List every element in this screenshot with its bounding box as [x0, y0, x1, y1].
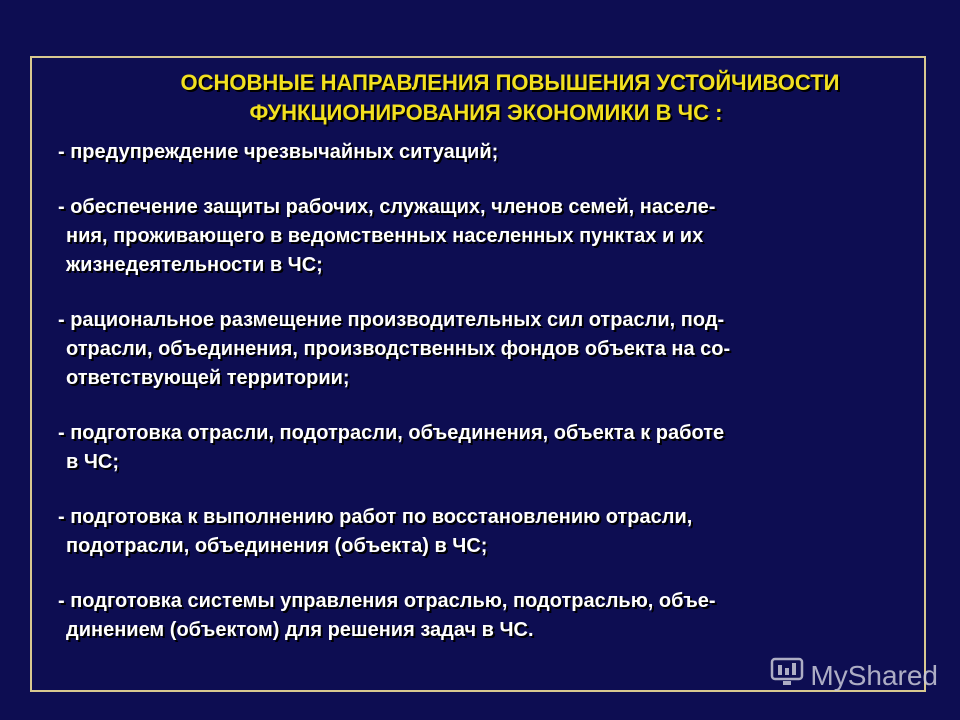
list-item-line: ответствующей территории;: [66, 367, 350, 389]
title-line-1: ОСНОВНЫЕ НАПРАВЛЕНИЯ ПОВЫШЕНИЯ УСТОЙЧИВОСТИ: [180, 70, 840, 95]
title-line-2: ФУНКЦИОНИРОВАНИЯ ЭКОНОМИКИ В ЧС :: [249, 100, 723, 125]
list-item-line: - предупреждение чрезвычайных ситуаций;: [58, 141, 499, 163]
list-item: [58, 193, 918, 280]
list-item-line: жизнедеятельности в ЧС;: [66, 254, 323, 276]
myshared-logo-icon: [770, 657, 810, 694]
list-item-line: - подготовка отрасли, подотрасли, объединения, объекта к работе: [58, 422, 725, 444]
list-item: [58, 138, 918, 167]
list-item-line: ния, проживающего в ведомственных населенных пунктах и их: [66, 225, 704, 247]
list-item-line: - обеспечение защиты рабочих, служащих, членов семей, населе-: [58, 196, 716, 218]
watermark-text: MyShared: [810, 659, 938, 691]
slide-title: [0, 68, 960, 128]
list-item: [58, 419, 918, 477]
list-item-line: - подготовка к выполнению работ по восстановлению отрасли,: [58, 506, 693, 528]
list-item: [58, 306, 918, 393]
list-item-line: отрасли, объединения, производственных фондов объекта на со-: [66, 338, 731, 360]
list-item-line: в ЧС;: [66, 451, 120, 473]
directions-list: [58, 138, 918, 671]
list-item-line: подотрасли, объединения (объекта) в ЧС;: [66, 535, 488, 557]
list-item: [58, 503, 918, 561]
list-item-line: - рациональное размещение производительных сил отрасли, под-: [58, 309, 725, 331]
myshared-watermark: [770, 657, 938, 694]
list-item: [58, 587, 918, 645]
list-item-line: - подготовка системы управления отраслью, подотраслью, объе-: [58, 590, 716, 612]
list-item-line: динением (объектом) для решения задач в ЧС.: [66, 619, 534, 641]
